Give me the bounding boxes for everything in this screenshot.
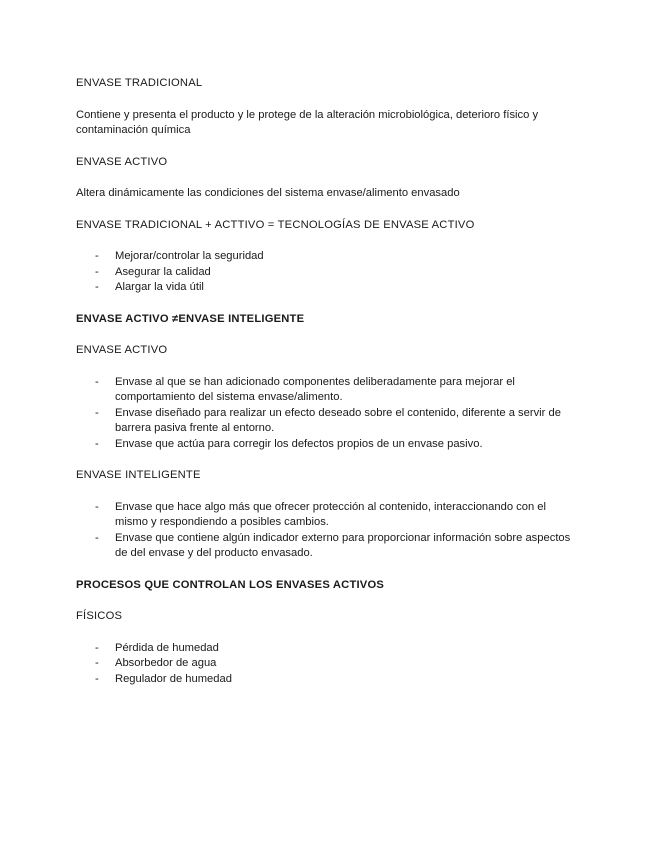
bullet-dash: -: [95, 500, 99, 513]
heading-procesos: PROCESOS QUE CONTROLAN LOS ENVASES ACTIVOS: [76, 578, 385, 591]
list-item-text: Mejorar/controlar la seguridad: [115, 250, 264, 262]
bullet-dash: -: [95, 250, 99, 262]
list-item-text: Regulador de humedad: [115, 672, 232, 685]
heading-activo-vs-inteligente: ENVASE ACTIVO ≠ENVASE INTELIGENTE: [76, 312, 305, 325]
list-item: [76, 249, 576, 265]
bullet-dash: -: [95, 641, 99, 654]
list-item: [76, 280, 576, 296]
list-tecnologias: [76, 249, 576, 296]
heading-envase-tradicional: ENVASE TRADICIONAL: [76, 77, 203, 89]
bullet-dash: -: [95, 437, 99, 450]
list-item-text: Envase que contiene algún indicador externo para proporcionar información sobre aspectos de del envase y del producto envasado.: [115, 531, 571, 559]
bullet-dash: -: [95, 657, 99, 669]
bullet-dash: -: [95, 406, 99, 419]
document-page: [76, 76, 576, 703]
list-item-text: Envase al que se han adicionado componentes deliberadamente para mejorar el comportamiento del sistema envase/alimento.: [115, 375, 515, 403]
heading-envase-activo-2: ENVASE ACTIVO: [76, 344, 168, 356]
list-item-text: Absorbedor de agua: [115, 657, 217, 669]
paragraph-envase-tradicional: Contiene y presenta el producto y le protege de la alteración microbiológica, deterioro físico y contaminación química: [76, 108, 539, 136]
list-item: [76, 265, 576, 281]
heading-envase-inteligente: ENVASE INTELIGENTE: [76, 469, 201, 481]
heading-fisicos: FÍSICOS: [76, 610, 123, 622]
bullet-dash: -: [95, 375, 99, 388]
heading-tecnologias-envase-activo: ENVASE TRADICIONAL + ACTTIVO = TECNOLOGÍAS DE ENVASE ACTIVO: [76, 218, 475, 231]
list-item-text: Asegurar la calidad: [115, 265, 211, 278]
bullet-dash: -: [95, 281, 99, 293]
bullet-dash: -: [95, 531, 99, 544]
list-envase-inteligente: [76, 500, 576, 562]
list-envase-activo: [76, 375, 576, 453]
list-item: [76, 672, 576, 688]
list-item-text: Envase que actúa para corregir los defectos propios de un envase pasivo.: [115, 437, 483, 450]
list-item: [76, 375, 576, 406]
list-item-text: Pérdida de humedad: [115, 641, 219, 654]
list-item-text: Envase que hace algo más que ofrecer protección al contenido, interaccionando con el mismo y respondiendo a posibles cambios.: [115, 500, 546, 528]
list-item: [76, 406, 576, 437]
list-item-text: Envase diseñado para realizar un efecto deseado sobre el contenido, diferente a servir de barrera pasiva frente al entorno.: [115, 406, 561, 434]
list-item: [76, 641, 576, 657]
list-fisicos: [76, 641, 576, 688]
bullet-dash: -: [95, 672, 99, 685]
list-item: [76, 500, 576, 531]
list-item: [76, 656, 576, 672]
heading-envase-activo: ENVASE ACTIVO: [76, 155, 168, 168]
bullet-dash: -: [95, 265, 99, 278]
list-item: [76, 531, 576, 562]
paragraph-envase-activo: Altera dinámicamente las condiciones del sistema envase/alimento envasado: [76, 187, 460, 199]
list-item-text: Alargar la vida útil: [115, 281, 204, 293]
list-item: [76, 437, 576, 453]
